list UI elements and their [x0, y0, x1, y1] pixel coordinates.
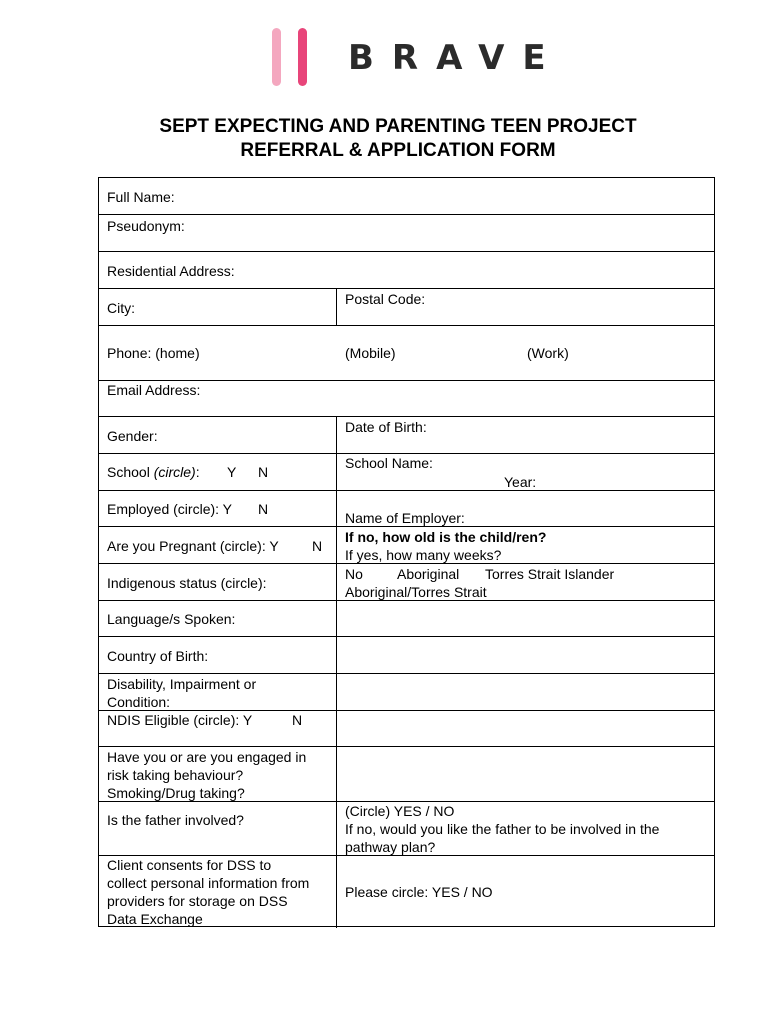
pregnancy-weeks-question: If yes, how many weeks? — [345, 547, 502, 563]
indigenous-option-aboriginal: Aboriginal — [397, 566, 460, 582]
ndis-label: NDIS Eligible (circle): Y — [107, 712, 253, 728]
indigenous-option-no: No — [345, 566, 363, 582]
ndis-no-option: N — [292, 712, 303, 728]
school-name-label: School Name: — [345, 455, 433, 471]
logo-bar-light-icon — [272, 28, 281, 86]
school-circle-note: (circle) — [153, 464, 196, 480]
consent-label-line3: providers for storage on DSS — [107, 893, 288, 909]
school-label — [107, 463, 200, 481]
country-of-birth-label: Country of Birth: — [107, 648, 209, 664]
pseudonym-label: Pseudonym: — [107, 218, 185, 234]
pregnant-label: Are you Pregnant (circle): Y — [107, 538, 279, 554]
school-year-label: Year: — [504, 474, 537, 490]
row-divider — [99, 636, 714, 637]
row-divider — [99, 325, 714, 326]
school-colon: : — [195, 464, 200, 480]
indigenous-option-tsi: Torres Strait Islander — [485, 566, 615, 582]
form-title: SEPT EXPECTING AND PARENTING TEEN PROJECT — [159, 116, 637, 137]
logo-bar-dark-icon — [298, 28, 307, 86]
father-circle-options: (Circle) YES / NO — [345, 803, 455, 819]
consent-label-line2: collect personal information from — [107, 875, 310, 891]
date-of-birth-label: Date of Birth: — [345, 419, 427, 435]
child-age-question: If no, how old is the child/ren? — [345, 529, 547, 545]
consent-label-line1: Client consents for DSS to — [107, 857, 272, 873]
row-divider — [99, 673, 714, 674]
father-label: Is the father involved? — [107, 812, 244, 828]
phone-work-label: (Work) — [527, 345, 569, 361]
row-divider — [99, 490, 714, 491]
employed-label: Employed (circle): Y — [107, 501, 233, 517]
school-no-option: N — [258, 464, 269, 480]
gender-label: Gender: — [107, 428, 158, 444]
risk-label-line3: Smoking/Drug taking? — [107, 785, 245, 801]
logo-wordmark: BRAVE — [348, 38, 564, 78]
languages-label: Language/s Spoken: — [107, 611, 236, 627]
father-pathway-question-line1: If no, would you like the father to be involved in the — [345, 821, 660, 837]
form-subtitle: REFERRAL & APPLICATION FORM — [240, 140, 556, 161]
city-label: City: — [107, 300, 135, 316]
risk-label-line2: risk taking behaviour? — [107, 767, 244, 783]
row-divider — [99, 251, 714, 252]
email-label: Email Address: — [107, 382, 201, 398]
row-divider — [99, 746, 714, 747]
indigenous-option-both: Aboriginal/Torres Strait — [345, 584, 487, 600]
column-divider — [336, 416, 337, 600]
row-divider — [99, 288, 714, 289]
school-yes-option: Y — [227, 464, 237, 480]
indigenous-label: Indigenous status (circle): — [107, 575, 267, 591]
postal-code-label: Postal Code: — [345, 291, 426, 307]
column-divider — [336, 600, 337, 928]
consent-answer-options: Please circle: YES / NO — [345, 884, 493, 900]
risk-label-line1: Have you or are you engaged in — [107, 749, 307, 765]
phone-home-label: Phone: (home) — [107, 345, 200, 361]
column-divider — [336, 288, 337, 325]
father-pathway-question-line2: pathway plan? — [345, 839, 436, 855]
residential-address-label: Residential Address: — [107, 263, 235, 279]
application-form-table — [98, 177, 715, 927]
disability-label-line1: Disability, Impairment or — [107, 676, 257, 692]
full-name-label: Full Name: — [107, 189, 175, 205]
row-divider — [99, 214, 714, 215]
consent-label-line4: Data Exchange — [107, 911, 203, 927]
pregnant-no-option: N — [312, 538, 323, 554]
employed-no-option: N — [258, 501, 269, 517]
employer-name-label: Name of Employer: — [345, 510, 465, 526]
school-word: School — [107, 464, 150, 480]
row-divider — [99, 416, 714, 417]
disability-label-line2: Condition: — [107, 694, 171, 710]
phone-mobile-label: (Mobile) — [345, 345, 396, 361]
